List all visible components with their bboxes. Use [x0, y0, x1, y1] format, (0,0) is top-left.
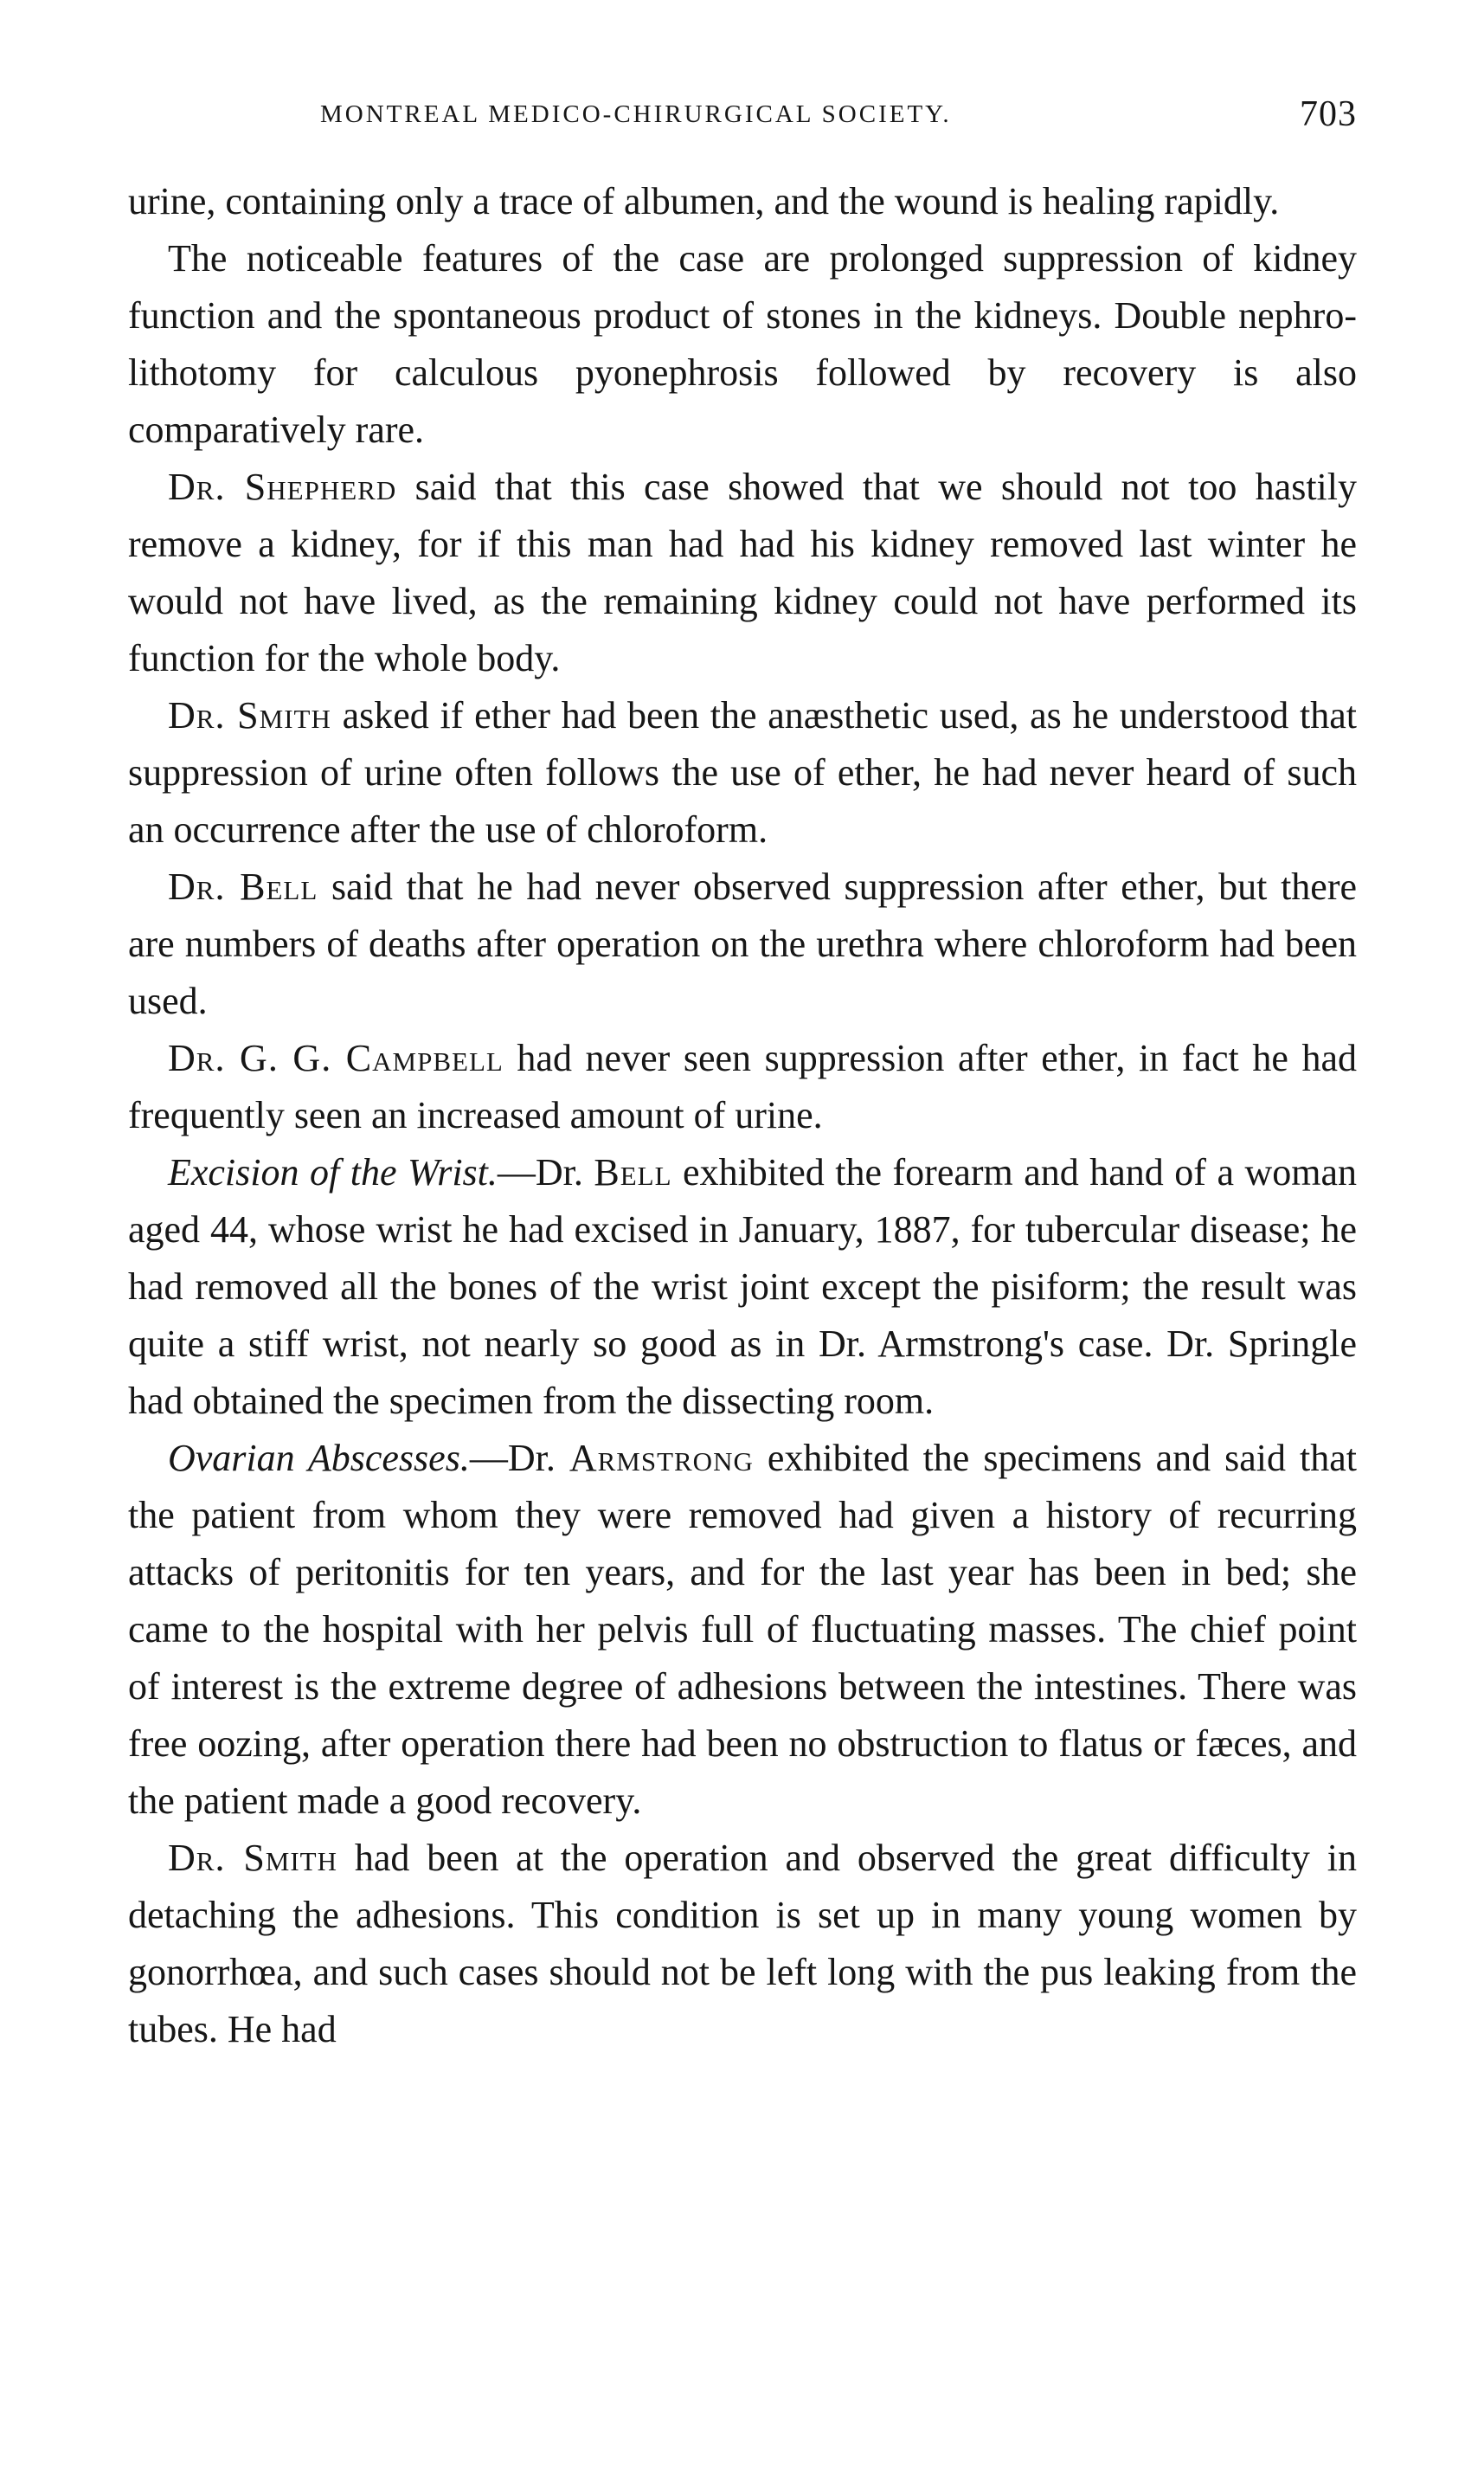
paragraph-text: exhibited the specimens and said that the patient from whom they were removed had given a history of recurring attacks of peritonitis for ten years, and for the last year has been in bed; she came to the hospital with her pelvis full of fluctuating masses. The chief point of interest is the extreme degree of adhesions between the intestines. There was free oozing, after operation there had been no obstruction to flatus or fæces, and the patient made a good recovery. [128, 1437, 1357, 1822]
paragraph-smith-observation [128, 1830, 1357, 2058]
paragraph-bell-remark [128, 859, 1357, 1030]
paragraph-text: exhibited the forearm and hand of a woman aged 44, whose wrist he had excised in January, 1887, for tubercular disease; he had removed all the bones of the wrist joint except the pisiform; the result was quite a stiff wrist, not nearly so good as in Dr. Armstrong's case. Dr. Springle had obtained the specimen from the dissecting room. [128, 1151, 1358, 1422]
paragraph-text: asked if ether had been the anæsthetic used, as he understood that suppression of urine often follows the use of ether, he had never heard of such an occurrence after the use of chloroform. [128, 694, 1357, 851]
page-number: 703 [1300, 94, 1357, 134]
body-text [128, 173, 1357, 2058]
paragraph-text: had never seen suppression after ether, in fact he had frequently seen an increased amount of urine. [128, 1037, 1357, 1136]
section-heading: Excision of the Wrist. [168, 1151, 498, 1194]
paragraph-text: urine, containing only a trace of albumen, and the wound is healing rapidly. [128, 180, 1280, 222]
paragraph-text: had been at the operation and observed the great difficulty in detaching the adhesions. This condition is set up in many young women by gonorrhœa, and such cases should not be left long with the pus leaking from the tubes. He had [128, 1837, 1357, 2050]
paragraph-ovarian-abscesses [128, 1430, 1357, 1830]
paragraph-text: said that this case showed that we should not too hastily remove a kidney, for if this man had had his kidney removed last winter he would not have lived, as the remaining kidney could not have performed its function for the whole body. [128, 466, 1358, 679]
paragraph-shepherd-remark [128, 459, 1357, 687]
paragraph-text: said that he had never observed suppression after ether, but there are numbers of deaths after operation on the urethra where chloroform had been used. [128, 866, 1358, 1022]
heading-lead: —Dr. [469, 1437, 569, 1479]
speaker-name: Armstrong [569, 1437, 754, 1479]
running-title: MONTREAL MEDICO-CHIRURGICAL SOCIETY. [320, 100, 952, 128]
speaker-name: Dr. Shepherd [168, 466, 397, 508]
paragraph-continuation [128, 173, 1357, 230]
heading-lead: —Dr. [497, 1151, 594, 1194]
paragraph-campbell-remark [128, 1030, 1357, 1144]
paragraph-smith-question [128, 687, 1357, 859]
speaker-name: Dr. Bell [168, 866, 318, 908]
running-header [128, 93, 1357, 142]
paragraph-text: The noticeable features of the case are prolonged suppression of kidney function and the spontaneous product of stones in the kidneys. Double nephro-lithotomy for calculous pyonephrosis followed by recovery is also comparatively rare. [128, 237, 1357, 451]
speaker-name: Dr. G. G. Campbell [168, 1037, 504, 1079]
document-page [128, 93, 1357, 2058]
section-heading: Ovarian Abscesses. [168, 1437, 470, 1479]
speaker-name: Bell [594, 1151, 672, 1194]
speaker-name: Dr. Smith [168, 1837, 337, 1879]
paragraph-case-features [128, 230, 1357, 459]
paragraph-excision-of-wrist [128, 1144, 1357, 1430]
speaker-name: Dr. Smith [168, 694, 331, 737]
